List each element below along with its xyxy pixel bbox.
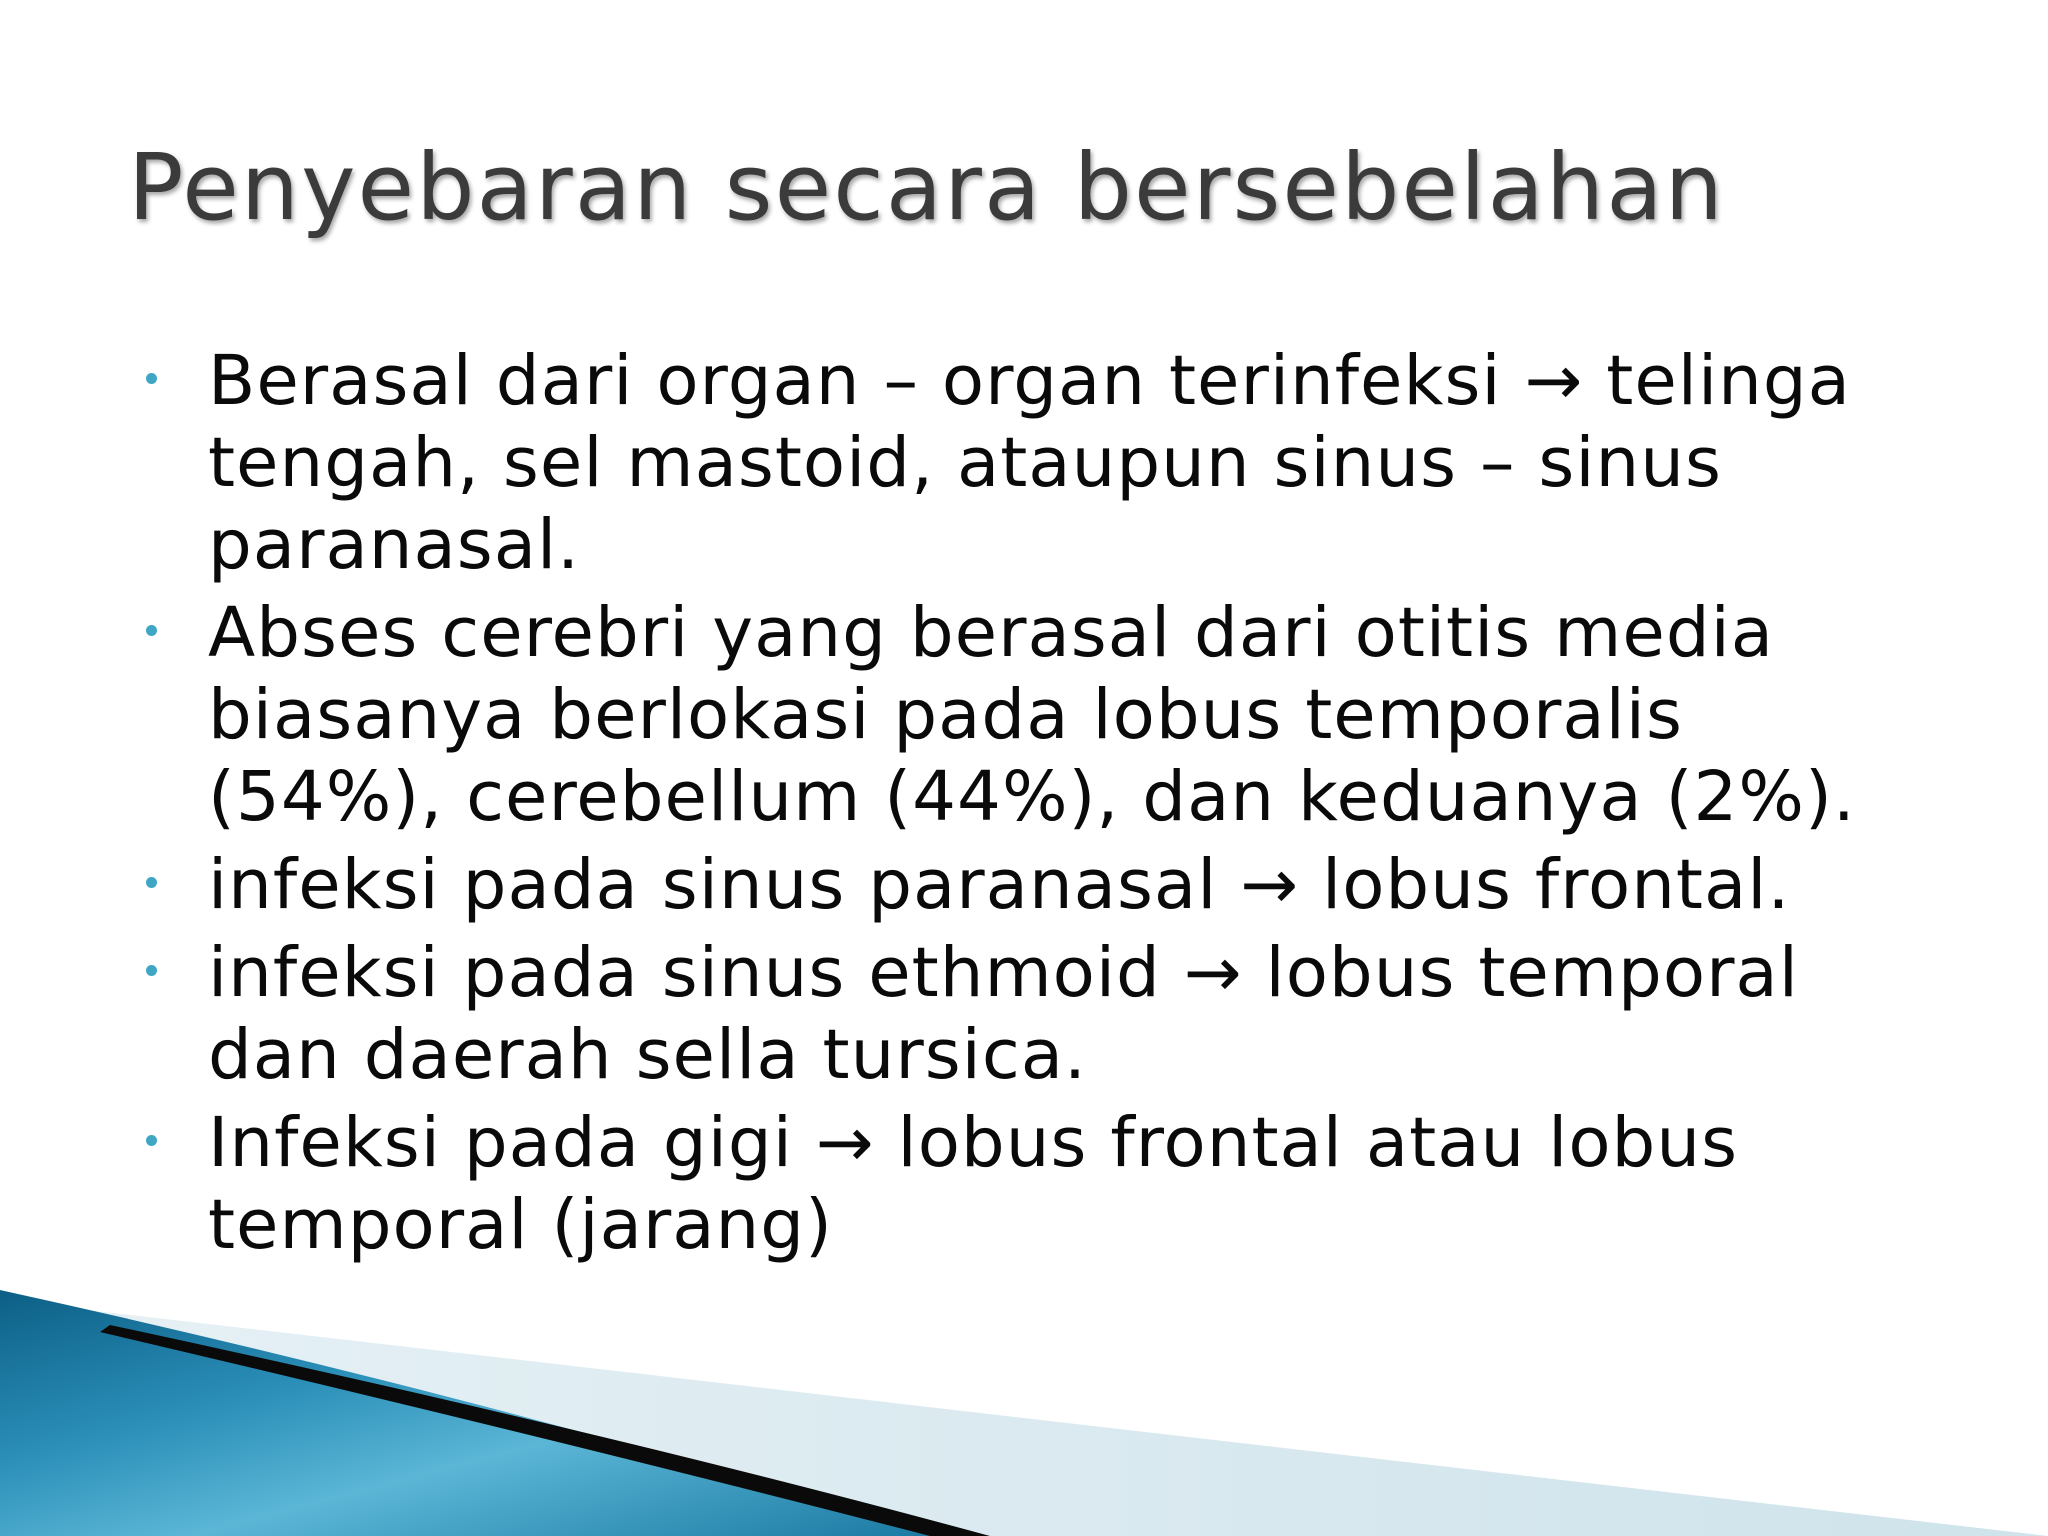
bullet-text: infeksi pada sinus paranasal → lobus frontal. bbox=[208, 845, 1791, 925]
bullet-text: Infeksi pada gigi → lobus frontal atau lobus temporal (jarang) bbox=[208, 1103, 1739, 1265]
bullet-item bbox=[208, 592, 1928, 838]
bullet-dot-icon bbox=[146, 373, 157, 384]
bullet-text: Berasal dari organ – organ terinfeksi → telinga tengah, sel mastoid, ataupun sinus – sinus paranasal. bbox=[208, 341, 1851, 585]
bullet-text: Abses cerebri yang berasal dari otitis media biasanya berlokasi pada lobus temporalis (54%), cerebellum (44%), dan keduanya (2%). bbox=[208, 593, 1856, 837]
bullet-dot-icon bbox=[146, 1135, 157, 1146]
bullet-item bbox=[208, 932, 1928, 1096]
bullet-text: infeksi pada sinus ethmoid → lobus temporal dan daerah sella tursica. bbox=[208, 933, 1799, 1095]
bullet-dot-icon bbox=[146, 965, 157, 976]
bullet-list bbox=[208, 340, 1928, 1272]
bullet-dot-icon bbox=[146, 625, 157, 636]
bullet-dot-icon bbox=[146, 877, 157, 888]
bullet-item bbox=[208, 1102, 1928, 1266]
bullet-item bbox=[208, 340, 1928, 586]
bullet-item bbox=[208, 844, 1928, 926]
slide-title: Penyebaran secara bersebelahan bbox=[128, 134, 1725, 241]
